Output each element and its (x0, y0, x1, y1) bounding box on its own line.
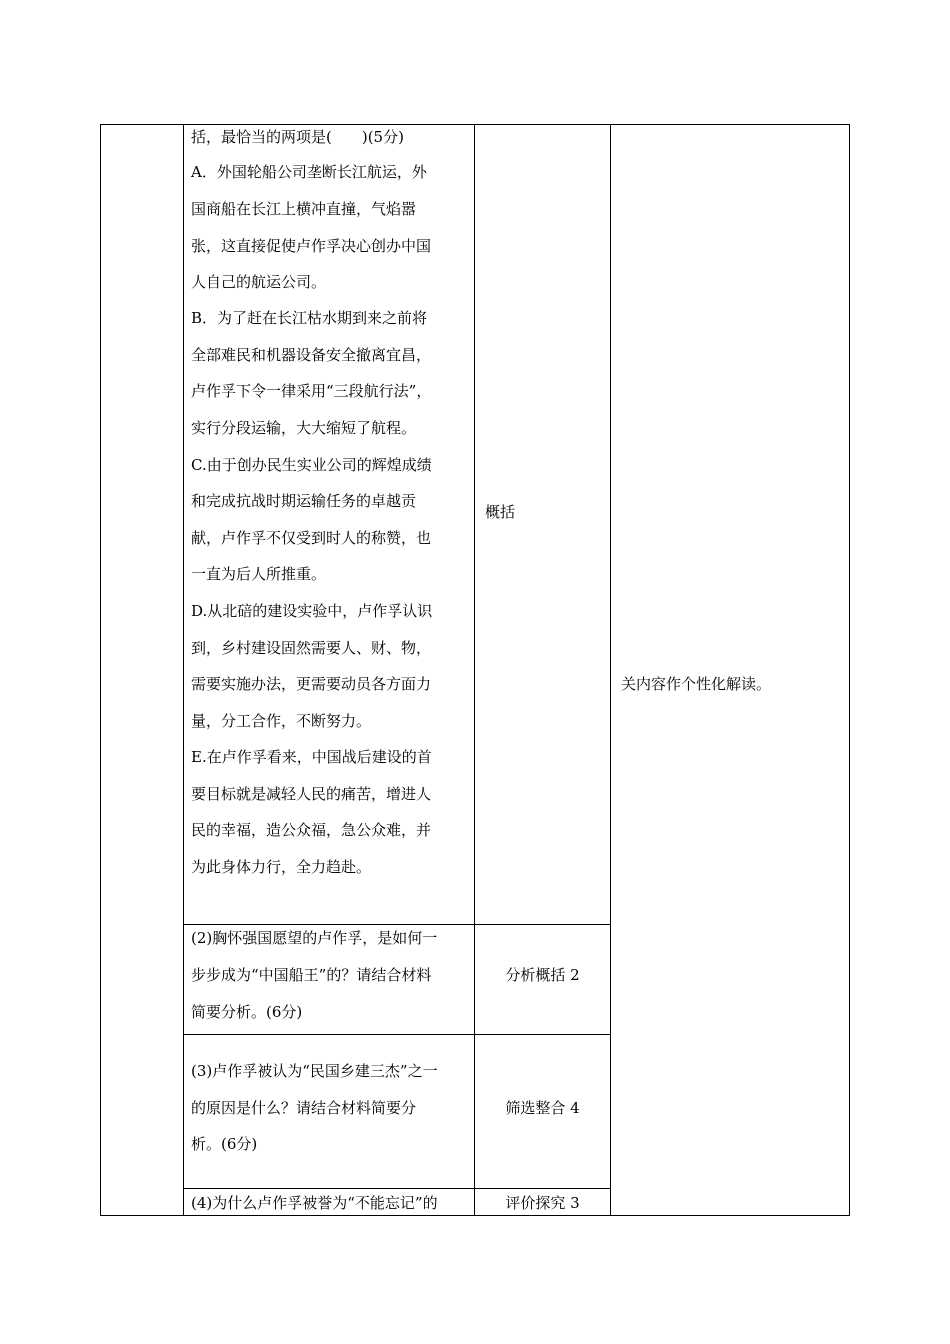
column-divider (610, 124, 611, 1216)
text-line: 要目标就是减轻人民的痛苦，增进人 (191, 785, 432, 803)
text-line: A．外国轮船公司垄断长江航运，外 (191, 163, 427, 181)
text-line: 到，乡村建设固然需要人、财、物， (191, 639, 432, 657)
question-4-skill: 评价探究 3 (505, 1194, 580, 1212)
text-line: B．为了赶在长江枯水期到来之前将 (191, 309, 428, 327)
text-line: 一直为后人所推重。 (191, 565, 327, 583)
column-divider (474, 124, 475, 1216)
text-line: 卢作孚下令一律采用“三段航行法”， (191, 382, 432, 400)
text-line: 全部难民和机器设备安全撤离宜昌， (191, 346, 432, 364)
text-line: 和完成抗战时期运输任务的卓越贡 (191, 492, 417, 510)
text-line: D.从北碚的建设实验中，卢作孚认识 (191, 602, 433, 620)
question-2-skill: 分析概括 2 (505, 966, 580, 984)
question-1-skill: 概括 (485, 503, 516, 521)
text-line: 民的幸福，造公众福，急公众难，并 (191, 821, 432, 839)
text-line: 人自己的航运公司。 (191, 273, 327, 291)
question-3-skill: 筛选整合 4 (505, 1099, 580, 1117)
text-line: (3)卢作孚被认为“民国乡建三杰”之一 (191, 1062, 438, 1080)
text-line: 析。(6分) (191, 1135, 258, 1153)
text-line: 简要分析。(6分) (191, 1003, 303, 1021)
text-line: C.由于创办民生实业公司的辉煌成绩 (191, 456, 432, 474)
text-line: E.在卢作孚看来，中国战后建设的首 (191, 748, 432, 766)
row-divider (183, 1188, 611, 1189)
text-line: 的原因是什么？请结合材料简要分 (191, 1099, 417, 1117)
text-line: 需要实施办法，更需要动员各方面力 (191, 675, 432, 693)
text-line: 括，最恰当的两项是( )(5分) (191, 128, 404, 146)
text-line: (4)为什么卢作孚被誉为“不能忘记”的 (191, 1194, 438, 1212)
text-line: 步步成为“中国船王”的？请结合材料 (191, 966, 432, 984)
text-line: 量，分工合作，不断努力。 (191, 712, 372, 730)
row-divider (183, 924, 611, 925)
right-column-note: 关内容作个性化解读。 (621, 675, 772, 693)
text-line: 献，卢作孚不仅受到时人的称赞，也 (191, 529, 432, 547)
text-line: (2)胸怀强国愿望的卢作孚，是如何一 (191, 929, 438, 947)
row-divider (183, 1034, 611, 1035)
column-divider (183, 124, 184, 1216)
text-line: 实行分段运输，大大缩短了航程。 (191, 419, 417, 437)
text-line: 国商船在长江上横冲直撞，气焰嚣 (191, 200, 417, 218)
text-line: 张，这直接促使卢作孚决心创办中国 (191, 237, 432, 255)
text-line: 为此身体力行，全力趋赴。 (191, 858, 372, 876)
